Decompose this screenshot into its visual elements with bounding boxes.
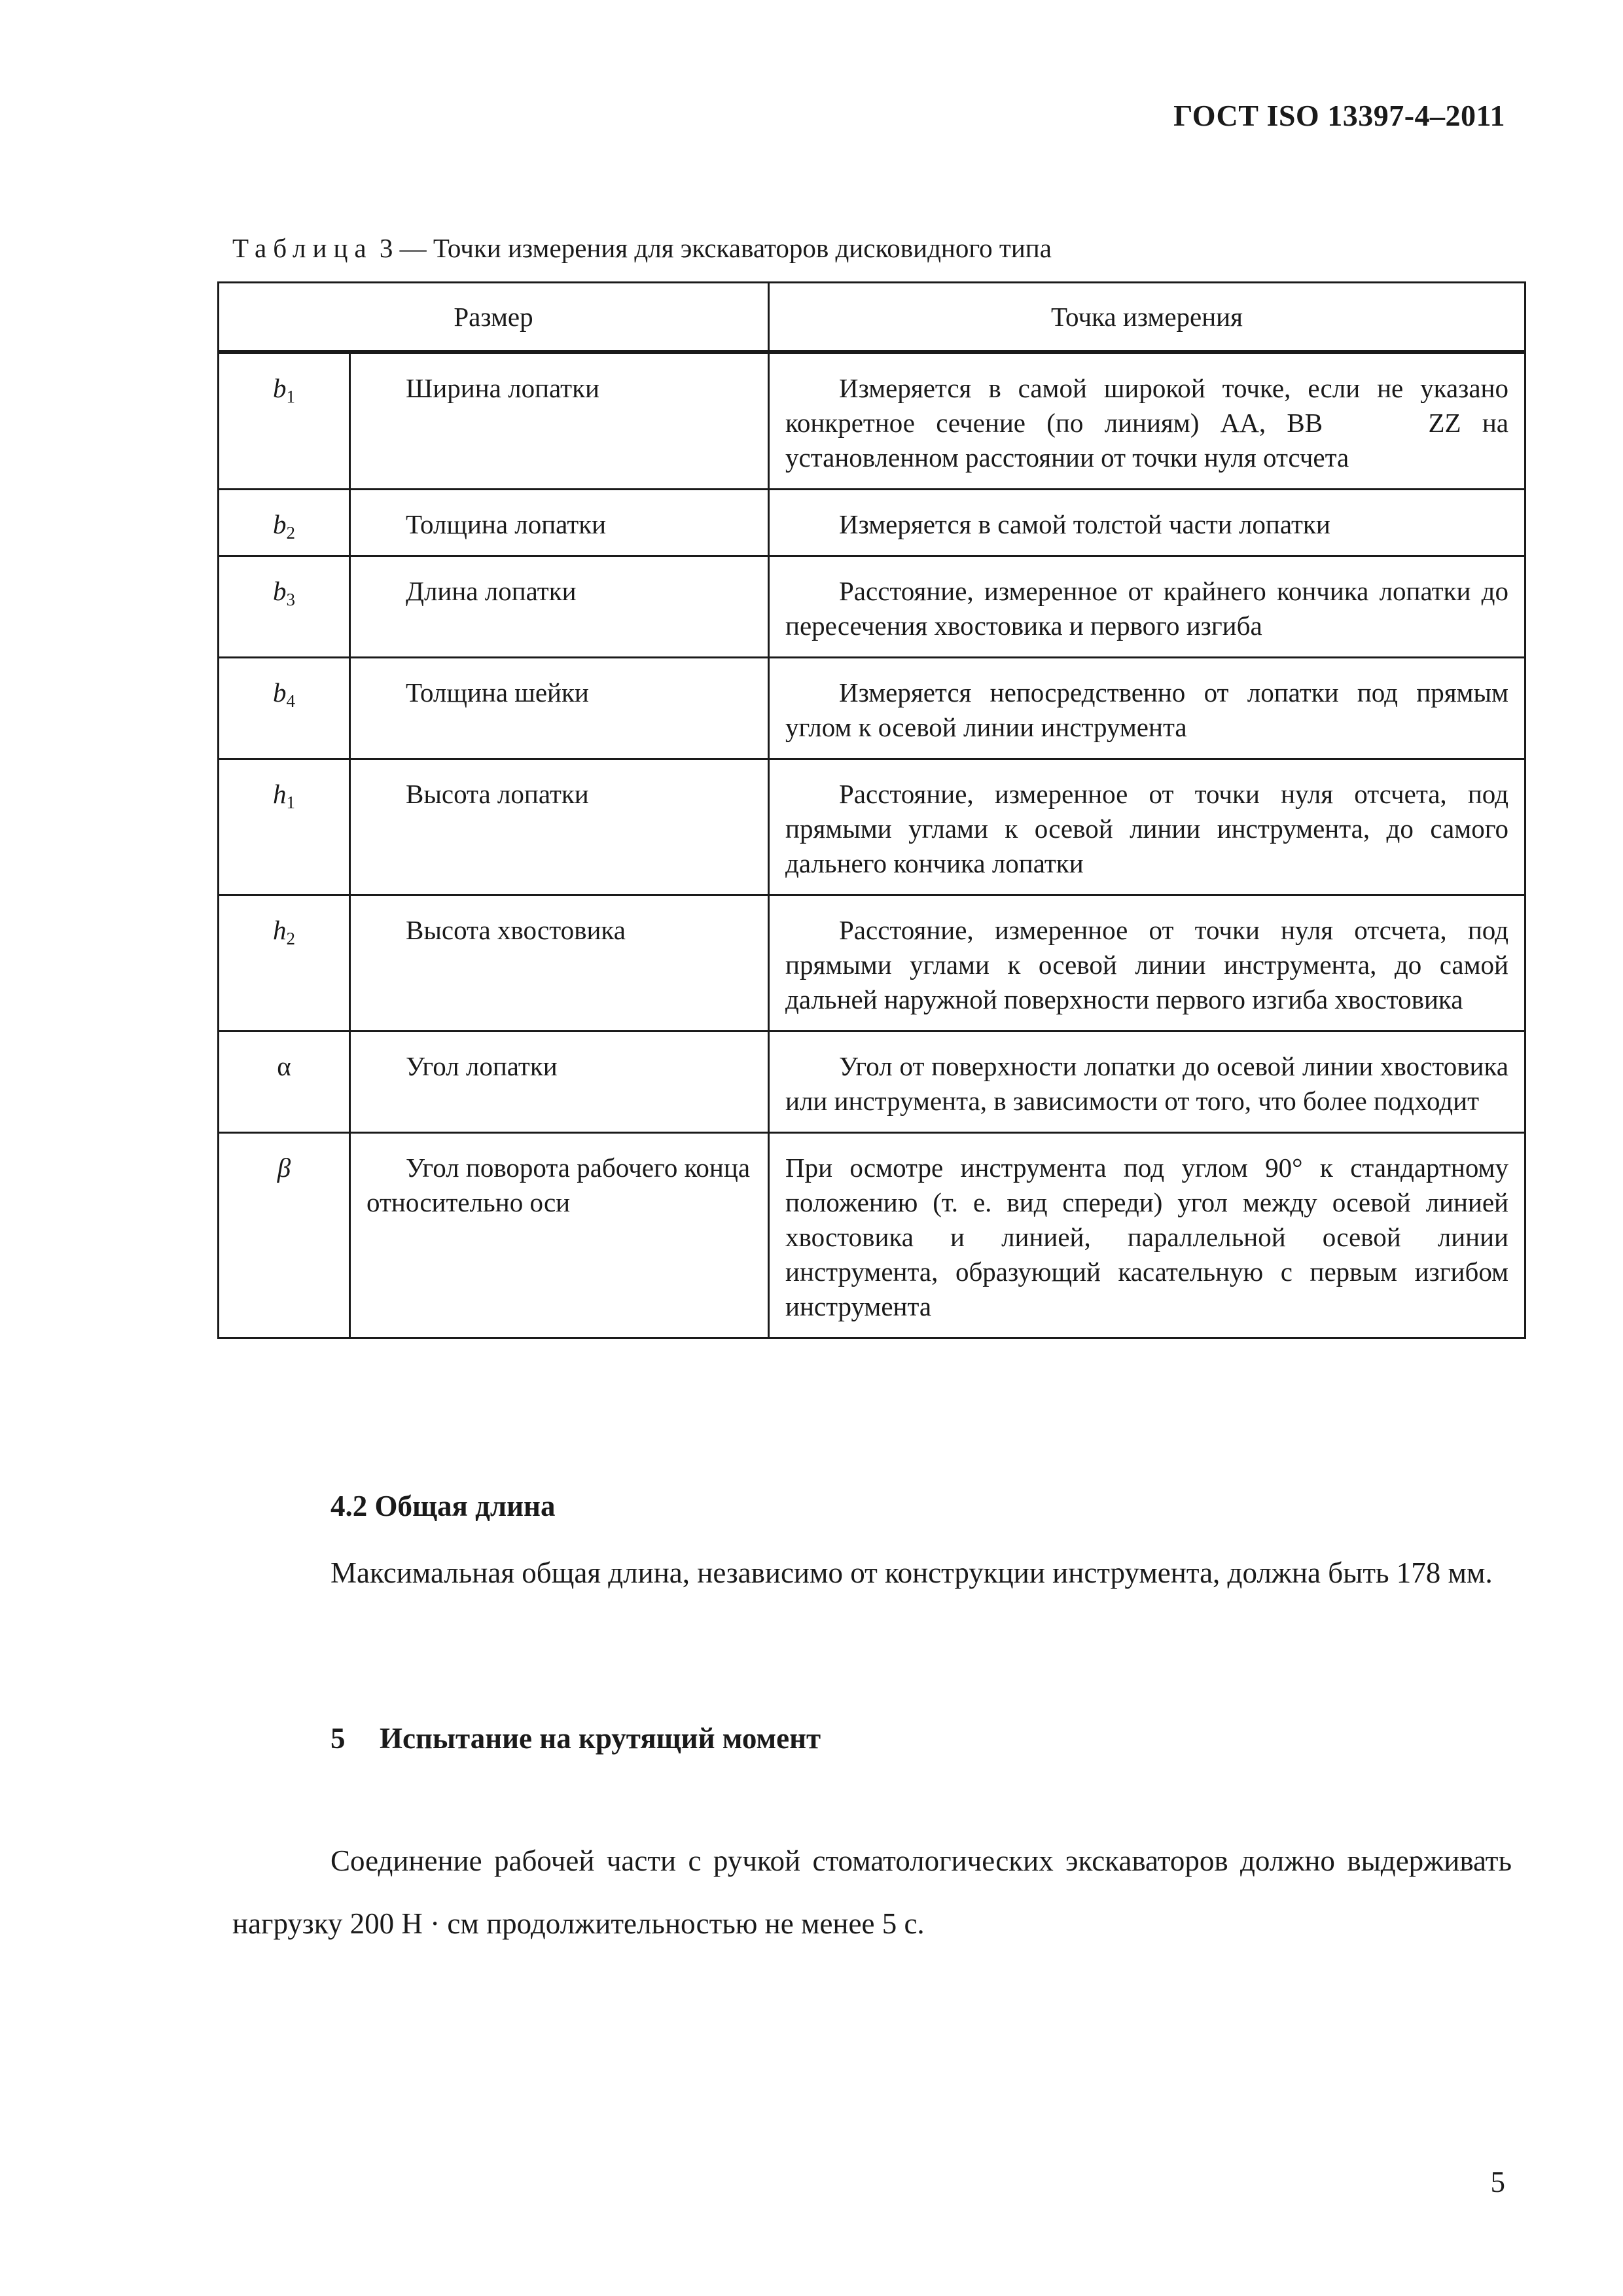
column-header-measure-point: Точка измерения	[769, 283, 1525, 353]
dimension-name: Высота лопатки	[350, 759, 769, 895]
dimension-name: Угол поворота рабочего конца относительно оси	[350, 1133, 769, 1338]
symbol-subscript: 2	[286, 929, 295, 948]
table-row	[219, 1031, 1525, 1133]
symbol: b	[273, 576, 287, 606]
symbol: h	[273, 779, 287, 809]
table-row	[219, 1133, 1525, 1338]
symbol-cell	[219, 1031, 350, 1133]
table-header-row	[219, 283, 1525, 353]
section-4-2-heading: 4.2 Общая длина	[330, 1490, 556, 1522]
symbol-subscript: 1	[286, 793, 295, 812]
dimension-name: Высота хвостовика	[350, 895, 769, 1031]
symbol-cell	[219, 1133, 350, 1338]
measurement-description: Измеряется в самой толстой части лопатки	[769, 490, 1525, 556]
section-5-number: 5	[330, 1722, 346, 1755]
dimension-name: Угол лопатки	[350, 1031, 769, 1133]
measurement-description: Расстояние, измеренное от точки нуля отсчета, под прямыми углами к осевой линии инструмента, до самого дальнего кончика лопатки	[769, 759, 1525, 895]
document-code: ГОСТ ISO 13397-4–2011	[1173, 99, 1505, 132]
symbol-cell	[219, 895, 350, 1031]
symbol-cell	[219, 490, 350, 556]
symbol: b	[273, 373, 287, 403]
table-row	[219, 759, 1525, 895]
section-4-2-text: Максимальная общая длина, независимо от конструкции инструмента, должна быть 178 мм.	[330, 1556, 1493, 1589]
symbol: b	[273, 677, 287, 708]
symbol-cell	[219, 759, 350, 895]
column-header-size: Размер	[219, 283, 769, 353]
symbol: α	[277, 1051, 291, 1081]
symbol: b	[273, 509, 287, 539]
measurement-description: Измеряется непосредственно от лопатки под прямым углом к осевой линии инструмента	[769, 658, 1525, 759]
symbol: h	[273, 915, 287, 945]
symbol-subscript: 3	[286, 590, 295, 609]
dimension-name: Длина лопатки	[350, 556, 769, 658]
symbol-subscript: 2	[286, 523, 295, 543]
dimension-name: Ширина лопатки	[350, 352, 769, 490]
table-row	[219, 658, 1525, 759]
measurement-description: Расстояние, измеренное от крайнего кончика лопатки до пересечения хвостовика и первого изгиба	[769, 556, 1525, 658]
section-5-text: Соединение рабочей части с ручкой стоматологических экскаваторов должно выдерживать нагрузку 200 Н · см продолжительностью не менее 5 с.	[232, 1844, 1512, 1940]
table-row	[219, 895, 1525, 1031]
dimension-name: Толщина шейки	[350, 658, 769, 759]
symbol-cell	[219, 556, 350, 658]
dimension-name: Толщина лопатки	[350, 490, 769, 556]
table-row	[219, 490, 1525, 556]
symbol-subscript: 4	[286, 691, 295, 711]
measurement-description: Расстояние, измеренное от точки нуля отсчета, под прямыми углами к осевой линии инструмента, до самой дальней наружной поверхности первого изгиба хвостовика	[769, 895, 1525, 1031]
section-5-heading: Испытание на крутящий момент	[380, 1722, 821, 1755]
page-number: 5	[1490, 2166, 1505, 2198]
table-row	[219, 556, 1525, 658]
measurement-description: При осмотре инструмента под углом 90° к стандартному положению (т. е. вид спереди) угол между осевой линией хвостовика и линией, параллельной осевой линии инструмента, образующий касательную с первым изгибом инструмента	[769, 1133, 1525, 1338]
table-caption	[232, 232, 1052, 264]
symbol: β	[277, 1153, 291, 1183]
table-caption-word: Таблица	[232, 233, 373, 263]
measurement-description: Угол от поверхности лопатки до осевой линии хвостовика или инструмента, в зависимости от того, что более подходит	[769, 1031, 1525, 1133]
measurement-description: Измеряется в самой широкой точке, если не указано конкретное сечение (по линиям) АА, ВВ ZZ на установленном расстоянии от точки нуля отсчета	[769, 352, 1525, 490]
symbol-cell	[219, 352, 350, 490]
measurement-points-table	[217, 281, 1526, 1339]
symbol-subscript: 1	[286, 387, 295, 406]
table-row	[219, 352, 1525, 490]
table-caption-title: 3 — Точки измерения для экскаваторов дисковидного типа	[372, 233, 1052, 263]
symbol-cell	[219, 658, 350, 759]
